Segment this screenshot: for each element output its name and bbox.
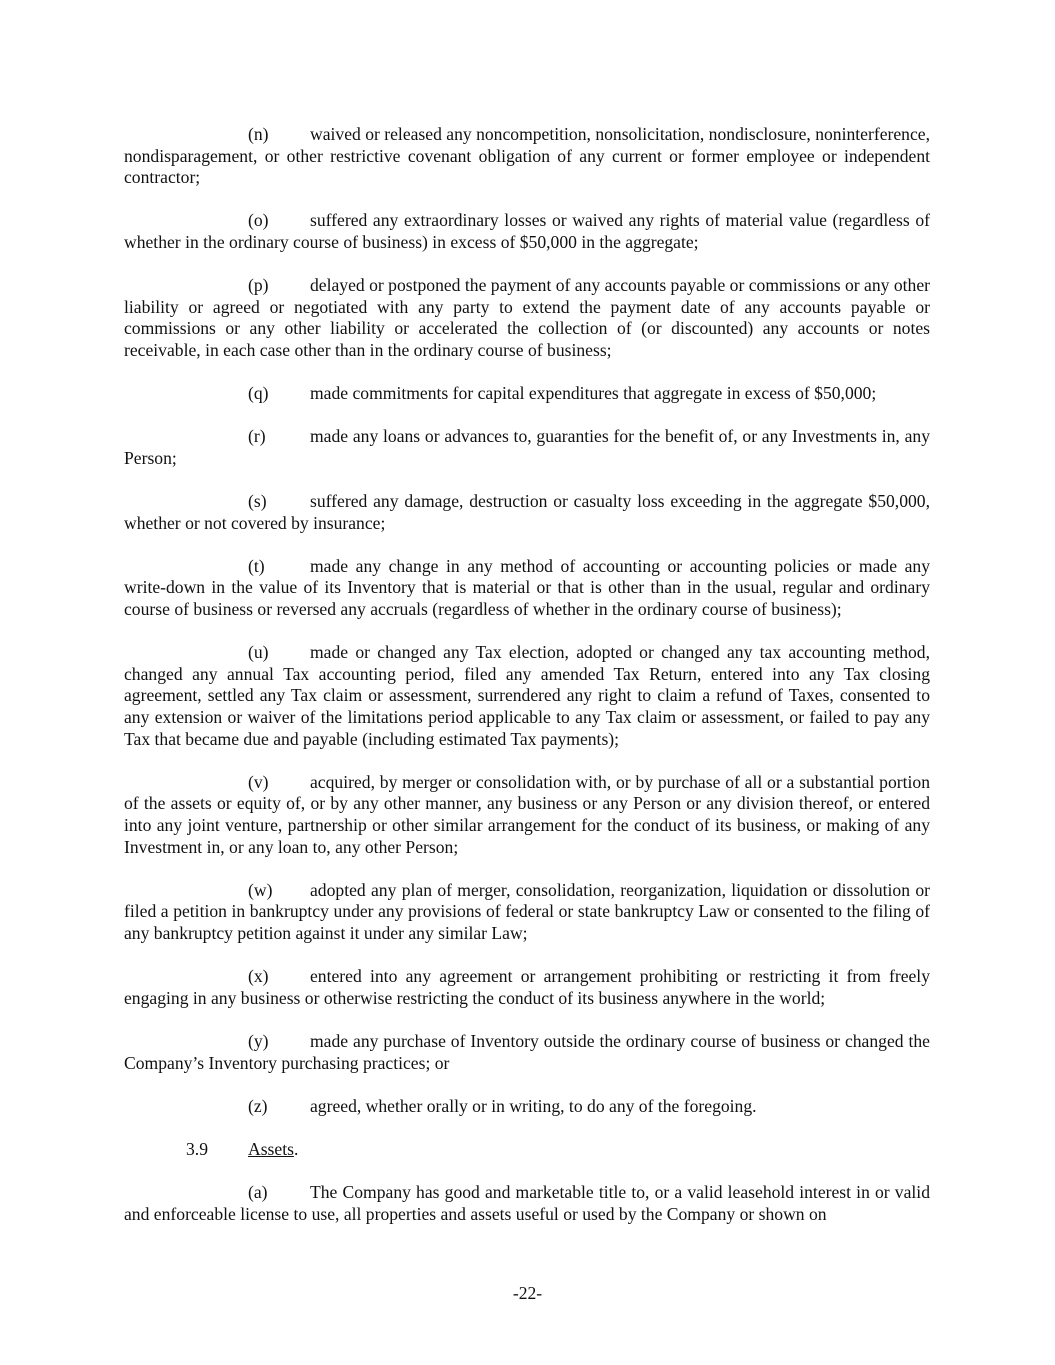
clause-label: (u) [248, 642, 269, 663]
section-title-suffix: . [293, 1138, 299, 1159]
section-number: 3.9 [186, 1138, 208, 1159]
clause-q [124, 383, 930, 405]
page-number: -22- [512, 1283, 543, 1303]
clause-text: entered into any agreement or arrangement prohibiting or restricting it from freely engaging in any business or otherwise restricting the conduct of its business anywhere in the world; [124, 966, 930, 1008]
clause-y [124, 1031, 930, 1074]
clause-label: (q) [248, 383, 269, 404]
clause-label: (a) [248, 1182, 268, 1203]
clause-text: suffered any extraordinary losses or waived any rights of material value (regardless of whether in the ordinary course of business) in excess of $50,000 in the aggregate; [124, 210, 930, 252]
clause-label: (n) [248, 124, 269, 144]
clause-n [124, 124, 930, 189]
clause-z [124, 1096, 930, 1118]
clause-label: (w) [248, 879, 273, 900]
clause-text: made any purchase of Inventory outside the ordinary course of business or changed the Company’s Inventory purchasing practices; or [124, 1030, 930, 1073]
clause-label: (r) [248, 426, 266, 447]
clause-text: agreed, whether orally or in writing, to do any of the foregoing. [310, 1095, 757, 1116]
clause-text: acquired, by merger or consolidation with, or by purchase of all or a substantial portion of the assets or equity of, or by any other manner, any business or any Person or any division thereof, or entered into any joint venture, partnership or other similar arrangement for the conduct of its business, or making of any Investment in, or any loan to, any other Person; [124, 771, 930, 857]
clause-text: The Company has good and marketable title to, or a valid leasehold interest in or valid and enforceable license to use, all properties and assets useful or used by the Company or shown on [124, 1182, 930, 1224]
clause-label: (o) [248, 210, 269, 231]
clause-text: delayed or postponed the payment of any accounts payable or commissions or any other liability or agreed or negotiated with any party to extend the payment date of any accounts payable or commissions or any other liability or accelerated the collection of (or discounted) any accounts or notes receivable, in each case other than in the ordinary course of business; [124, 275, 931, 360]
clause-o [124, 210, 930, 253]
clause-t [124, 556, 930, 621]
section-clause-a [124, 1182, 930, 1225]
clause-r [124, 426, 930, 469]
clause-p [124, 275, 930, 361]
clause-label: (z) [248, 1095, 268, 1116]
section-heading [124, 1139, 930, 1161]
document-page [124, 124, 930, 1247]
clause-label: (t) [248, 555, 265, 576]
clause-text: made or changed any Tax election, adopted or changed any tax accounting method, changed any annual Tax accounting period, filed any amended Tax Return, entered into any Tax closing agreement, settled any Tax claim or assessment, surrendered any right to claim a refund of Taxes, consented to any extension or waiver of the limitations period applicable to any Tax claim or assessment, or failed to pay any Tax that became due and payable (including estimated Tax payments); [124, 642, 930, 749]
clause-x [124, 966, 930, 1009]
clause-text: made any loans or advances to, guaranties for the benefit of, or any Investments in, any Person; [124, 426, 930, 468]
clause-u [124, 642, 930, 750]
clause-text: waived or released any noncompetition, nonsolicitation, nondisclosure, noninterference, nondisparagement, or other restrictive covenant obligation of any current or former employee or independent contractor; [124, 124, 930, 188]
clause-text: made any change in any method of accounting or accounting policies or made any write-down in the value of its Inventory that is material or that is other than in the usual, regular and ordinary course of business or reversed any accruals (regardless of whether in the ordinary course of business); [124, 555, 930, 620]
clause-v [124, 772, 930, 858]
clause-label: (v) [248, 771, 269, 792]
section-title: Assets [248, 1138, 294, 1159]
clause-label: (p) [248, 275, 269, 296]
clause-label: (x) [248, 966, 269, 987]
clause-text: suffered any damage, destruction or casualty loss exceeding in the aggregate $50,000, whether or not covered by insurance; [124, 491, 930, 533]
clause-text: adopted any plan of merger, consolidation, reorganization, liquidation or dissolution or filed a petition in bankruptcy under any provisions of federal or state bankruptcy Law or consented to the filing of any bankruptcy petition against it under any similar Law; [124, 879, 930, 943]
clause-label: (y) [248, 1030, 269, 1051]
clause-w [124, 880, 930, 945]
clause-text: made commitments for capital expenditures that aggregate in excess of $50,000; [310, 383, 877, 404]
clause-s [124, 491, 930, 534]
clause-label: (s) [248, 491, 267, 512]
